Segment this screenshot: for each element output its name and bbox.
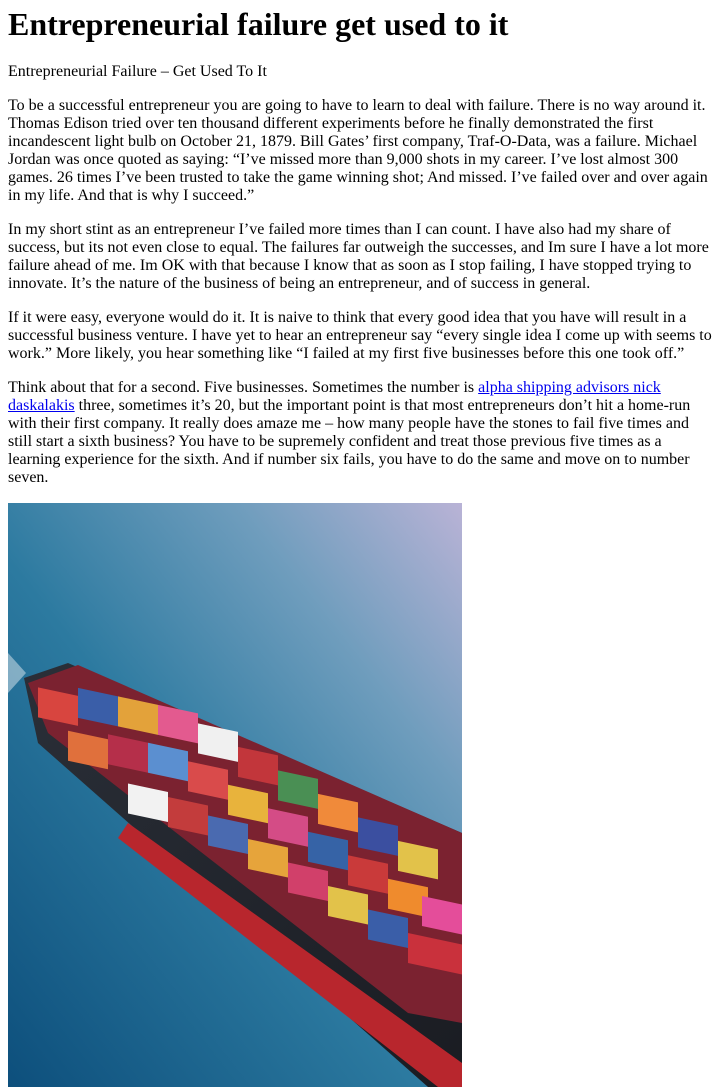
paragraph-2: In my short stint as an entrepreneur I’ve failed more times than I can count. I have also had my share of success, but its not even close to equal. The failures far outweigh the successes, and Im sure I have a lot more failure ahead of me. Im OK with that because I know that as soon as I stop failing, I have stopped trying to innovate. It’s the nature of the business of being an entrepreneur, and of success in general. [8, 221, 709, 292]
article-subtitle: Entrepreneurial Failure – Get Used To It [8, 63, 267, 80]
paragraph-4 [8, 379, 712, 487]
page-title: Entrepreneurial failure get used to it [8, 6, 509, 42]
paragraph-1: To be a successful entrepreneur you are going to have to learn to deal with failure. There is no way around it. Thomas Edison tried over ten thousand different experiments before he finally demonstrated the first incandescent light bulb on October 21, 1879. Bill Gates’ first company, Traf-O-Data, was a failure. Michael Jordan was once quoted as saying: “I’ve missed more than 9,000 shots in my career. I’ve lost almost 300 games. 26 times I’ve been trusted to take the game winning shot; And missed. I’ve failed over and over again in my life. And that is why I succeed.” [8, 97, 708, 204]
article [0, 6, 720, 1087]
paragraph-3: If it were easy, everyone would do it. It is naive to think that every good idea that you have will result in a successful business venture. I have yet to hear an entrepreneur say “every single idea I come up with seems to work.” More likely, you hear something like “I failed at my first five businesses before this one took off.” [8, 309, 712, 362]
alpha-shipping-link[interactable]: alpha shipping advisors nick daskalakis [8, 379, 661, 414]
paragraph-4-end: three, sometimes it’s 20, but the important point is that most entrepreneurs don’t hit a home-run with their first company. It really does amaze me – how many people have the stones to fail five times and still start a sixth business? You have to be supremely confident and treat those previous five times as a learning experience for the sixth. And if number six fails, you have to do the same and move on to number seven. [8, 397, 691, 486]
paragraph-4-start: Think about that for a second. Five businesses. Sometimes the number is [8, 379, 479, 396]
container-ship-photo [8, 503, 462, 1087]
